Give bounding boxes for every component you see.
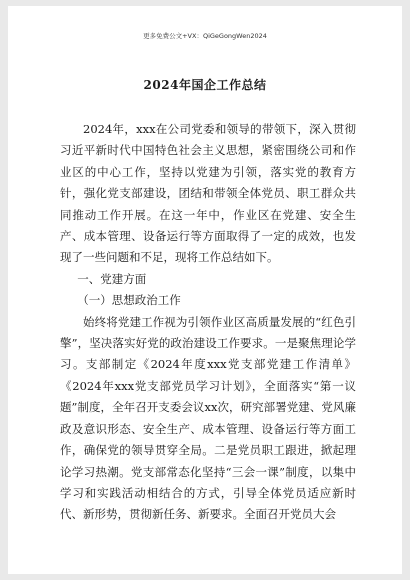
intro-paragraph: 2024年，xxx在公司党委和领导的带领下，深入贯彻习近平新时代中国特色社会主义思想，紧密围绕公司和作业区的中心工作，坚持以党建为引领，落实党的教育方针，强化党支部建设，团结和带领全体党员、职工群众共同推动工作开展。在这一年中，作业区在党建、安全生产、成本管理、设备运行等方面取得了一定的成效，也发现了一些问题和不足，现将工作总结如下。 [60,122,356,265]
document-page [8,6,402,574]
document-body [60,119,356,526]
section-heading: 一、党建方面 [77,271,147,286]
body-paragraph: 始终将党建工作视为引领作业区高质量发展的“红色引擎”，坚决落实好党的政治建设工作要求。一是聚焦理论学习。支部制定《2024年度xxx党支部党建工作清单》《2024年xxx党支部党员学习计划》，全面落实“第一议题”制度，全年召开支委会议xx次，研究部署党建、党风廉政及意识形态、安全生产、成本管理、设备运行等方面工作，确保党的领导贯穿全局。二是党员职工跟进，掀起理论学习热潮。党支部常态化坚持“三会一课”制度，以集中学习和实践活动相结合的方式，引导全体党员适应新时代、新形势，贯彻新任务、新要求。全面召开党员大会 [60,314,356,522]
page-header: 更多免费公文+VX：QiGeGongWen2024 [143,32,267,40]
document-title: 2024年国企工作总结 [143,78,267,92]
subsection-heading: （一）思想政治工作 [77,293,181,308]
